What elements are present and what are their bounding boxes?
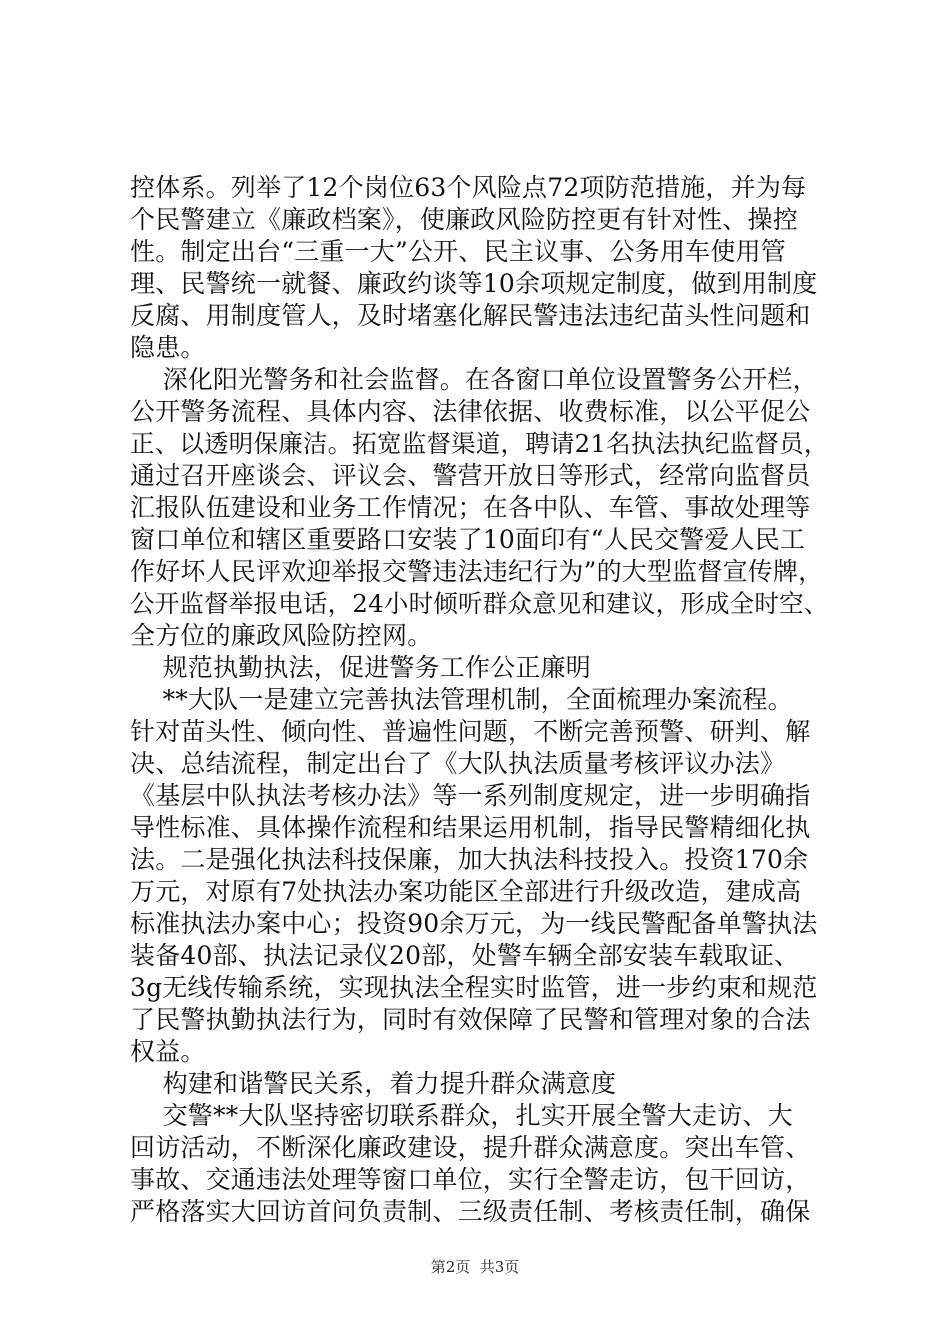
text-line: 了民警执勤执法行为，同时有效保障了民警和管理对象的合法 — [130, 1005, 811, 1034]
section-heading: 构建和谐警民关系，着力提升群众满意度 — [130, 1069, 617, 1098]
text-line: 隐患。 — [130, 333, 206, 362]
section-heading: 规范执勤执法，促进警务工作公正廉明 — [130, 653, 591, 682]
paragraph-start: 深化阳光警务和社会监督。在各窗口单位设置警务公开栏， — [130, 365, 818, 394]
paragraph-start: 交警**大队坚持密切联系群众，扎实开展全警大走访、大 — [130, 1101, 793, 1130]
text-line: 导性标准、具体操作流程和结果运用机制，指导民警精细化执 — [130, 813, 811, 842]
document-body — [130, 172, 830, 1228]
text-line: 严格落实大回访首问负责制、三级责任制、考核责任制，确保 — [130, 1197, 811, 1226]
text-line: 性。制定出台“三重一大”公开、民主议事、公务用车使用管 — [130, 237, 786, 266]
text-line: 公开警务流程、具体内容、法律依据、收费标准，以公平促公 — [130, 397, 811, 426]
text-line: 反腐、用制度管人，及时堵塞化解民警违法违纪苗头性问题和 — [130, 301, 811, 330]
text-line: 窗口单位和辖区重要路口安装了10面印有“人民交警爱人民工 — [130, 525, 806, 554]
text-line: 通过召开座谈会、评议会、警营开放日等形式，经常向监督员 — [130, 461, 811, 490]
page-number-footer: 第2页 共3页 — [430, 1258, 520, 1276]
text-line: 理、民警统一就餐、廉政约谈等10余项规定制度，做到用制度 — [130, 269, 818, 298]
text-line: 3g无线传输系统，实现执法全程实时监管，进一步约束和规范 — [130, 973, 818, 1002]
text-line: 《基层中队执法考核办法》等一系列制度规定，进一步明确指 — [130, 781, 811, 810]
text-line: 法。二是强化执法科技保廉，加大执法科技投入。投资170余 — [130, 845, 809, 874]
text-line: 针对苗头性、倾向性、普遍性问题，不断完善预警、研判、解 — [130, 717, 811, 746]
text-line: 万元，对原有7处执法办案功能区全部进行升级改造，建成高 — [130, 877, 802, 906]
text-line: 回访活动，不断深化廉政建设，提升群众满意度。突出车管、 — [130, 1133, 811, 1162]
text-line: 标准执法办案中心；投资90余万元，为一线民警配备单警执法 — [130, 909, 818, 938]
text-line: 全方位的廉政风险防控网。 — [130, 621, 433, 650]
text-line: 控体系。列举了12个岗位63个风险点72项防范措施，并为每 — [130, 173, 807, 202]
text-line: 装备40部、执法记录仪20部，处警车辆全部安装车载取证、 — [130, 941, 800, 970]
text-line: 公开监督举报电话，24小时倾听群众意见和建议，形成全时空、 — [130, 589, 829, 618]
text-line: 作好坏人民评欢迎举报交警违法违纪行为”的大型监督宣传牌， — [130, 557, 824, 586]
text-line: 决、总结流程，制定出台了《大队执法质量考核评议办法》 — [130, 749, 786, 778]
text-line: 权益。 — [130, 1037, 206, 1066]
text-line: 个民警建立《廉政档案》，使廉政风险防控更有针对性、操控 — [130, 205, 798, 234]
text-line: 事故、交通违法处理等窗口单位，实行全警走访，包干回访， — [130, 1165, 811, 1194]
paragraph-start: **大队一是建立完善执法管理机制，全面梳理办案流程。 — [130, 685, 793, 714]
text-line: 汇报队伍建设和业务工作情况；在各中队、车管、事故处理等 — [130, 493, 811, 522]
text-line: 正、以透明保廉洁。拓宽监督渠道，聘请21名执法执纪监督员， — [130, 429, 829, 458]
